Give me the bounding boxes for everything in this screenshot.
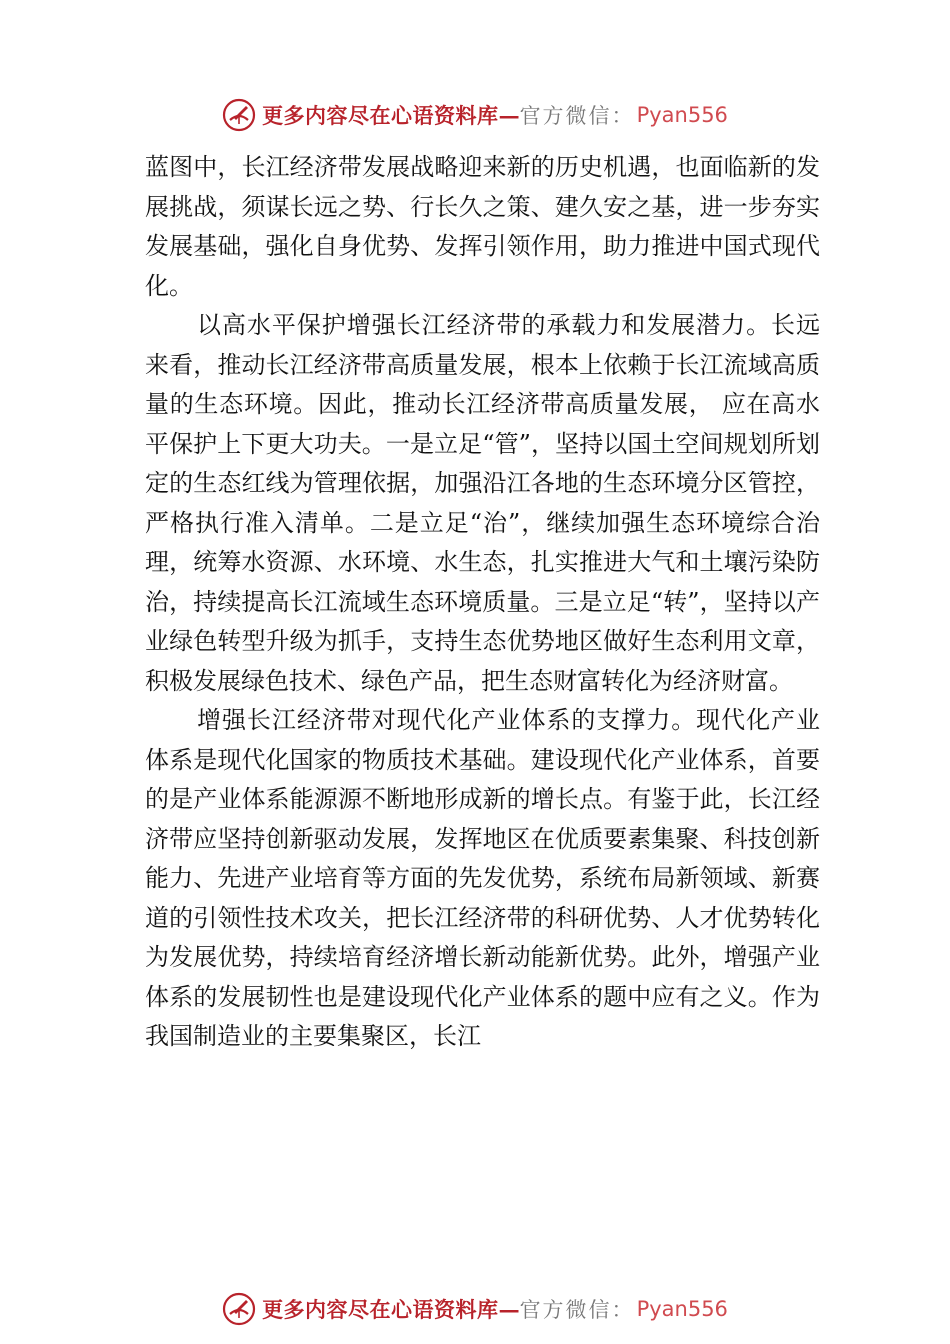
- document-body: [145, 148, 820, 1057]
- banner-separator: —: [498, 1296, 520, 1322]
- banner-wechat-label: 官方微信：: [519, 104, 635, 128]
- banner-wechat-id: Pyan556: [636, 103, 728, 127]
- paragraph-2: 以高水平保护增强长江经济带的承载力和发展潜力。长远来看，推动长江经济带高质量发展，根本上依赖于长江流域高质量的生态环境。因此，推动长江经济带高质量发展， 应在高水平保护上下更大功夫。一是立足“管”，坚持以国土空间规划所划定的生态红线为管理依据，加强沿江各地的生态环境分区管控，严格执行准入清单。二是立足“治”，继续加强生态环境综合治理，统筹水资源、水环境、水生态，扎实推进大气和土壤污染防治，持续提高长江流域生态环境质量。三是立足“转”，坚持以产业绿色转型升级为抓手，支持生态优势地区做好生态利用文章，积极发展绿色技术、绿色产品，把生态财富转化为经济财富。: [145, 311, 820, 695]
- banner-wechat-id: Pyan556: [636, 1297, 728, 1321]
- paragraph-1: 蓝图中，长江经济带发展战略迎来新的历史机遇，也面临新的发展挑战，须谋长远之势、行长久之策、建久安之基，进一步夯实发展基础，强化自身优势、发挥引领作用，助力推进中国式现代化。: [145, 153, 820, 300]
- book-quill-logo-icon: [222, 98, 256, 132]
- footer-banner: [0, 1289, 950, 1329]
- banner-wechat-label: 官方微信：: [519, 1298, 635, 1322]
- banner-separator: —: [498, 102, 520, 128]
- header-banner: [0, 95, 950, 135]
- paragraph-3: 增强长江经济带对现代化产业体系的支撑力。现代化产业体系是现代化国家的物质技术基础。建设现代化产业体系，首要的是产业体系能源源不断地形成新的增长点。有鉴于此，长江经济带应坚持创新驱动发展，发挥地区在优质要素集聚、科技创新能力、先进产业培育等方面的先发优势，系统布局新领域、新赛道的引领性技术攻关，把长江经济带的科研优势、人才优势转化为发展优势，持续培育经济增长新动能新优势。此外，增强产业体系的发展韧性也是建设现代化产业体系的题中应有之义。作为我国制造业的主要集聚区，长江: [145, 706, 820, 1050]
- banner-title: 更多内容尽在心语资料库: [262, 103, 499, 128]
- banner-title: 更多内容尽在心语资料库: [262, 1297, 499, 1322]
- book-quill-logo-icon: [222, 1292, 256, 1326]
